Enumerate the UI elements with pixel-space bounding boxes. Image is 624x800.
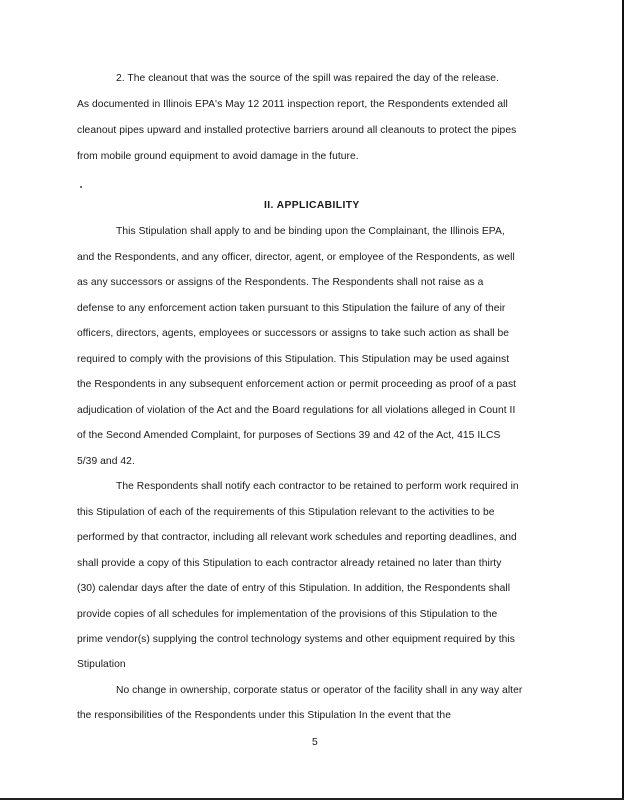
paragraph-line: performed by that contractor, including all relevant work schedules and reporting deadlines, and [77,532,517,543]
paragraph-line: from mobile ground equipment to avoid damage in the future. [77,151,359,162]
paragraph-line: the responsibilities of the Respondents under this Stipulation In the event that the [77,710,451,721]
page-number: 5 [312,737,318,748]
paragraph-line: 5/39 and 42. [77,456,135,467]
paragraph-line: adjudication of violation of the Act and the Board regulations for all violations alleged in Count II [77,405,516,416]
paragraph-line: This Stipulation shall apply to and be binding upon the Complainant, the Illinois EPA, [116,226,505,237]
paragraph-line: the Respondents in any subsequent enforcement action or permit proceeding as proof of a past [77,379,517,390]
paragraph-line: cleanout pipes upward and installed protective barriers around all cleanouts to protect the pipes [77,125,517,136]
paragraph-line: this Stipulation of each of the requirements of this Stipulation relevant to the activities to be [77,507,495,518]
paragraph-line: provide copies of all schedules for implementation of the provisions of this Stipulation to the [77,609,498,620]
paragraph-line: (30) calendar days after the date of entry of this Stipulation. In addition, the Respondents shall [77,583,511,594]
paragraph-line: prime vendor(s) supplying the control technology systems and other equipment required by this [77,634,515,645]
paragraph-line: defense to any enforcement action taken pursuant to this Stipulation the failure of any of their [77,303,506,314]
paragraph-line: The Respondents shall notify each contractor to be retained to perform work required in [116,481,519,492]
paragraph-line: Stipulation [77,659,126,670]
paragraph-line: shall provide a copy of this Stipulation to each contractor already retained no later than thirty [77,558,502,569]
scan-speck [80,186,82,188]
paragraph-line: and the Respondents, and any officer, director, agent, or employee of the Respondents, as well [77,252,515,263]
paragraph-line: as any successors or assigns of the Respondents. The Respondents shall not raise as a [77,277,484,288]
paragraph-line: of the Second Amended Complaint, for purposes of Sections 39 and 42 of the Act, 415 ILCS [77,430,501,441]
section-heading: II. APPLICABILITY [264,200,360,211]
paragraph-line: As documented in Illinois EPA's May 12 2011 inspection report, the Respondents extended all [77,99,508,110]
paragraph-line: No change in ownership, corporate status or operator of the facility shall in any way alter [116,685,523,696]
paragraph-line: officers, directors, agents, employees or successors or assigns to take such action as shall be [77,328,510,339]
paragraph-line: 2. The cleanout that was the source of the spill was repaired the day of the release. [116,73,499,84]
paragraph-line: required to comply with the provisions of this Stipulation. This Stipulation may be used against [77,354,510,365]
